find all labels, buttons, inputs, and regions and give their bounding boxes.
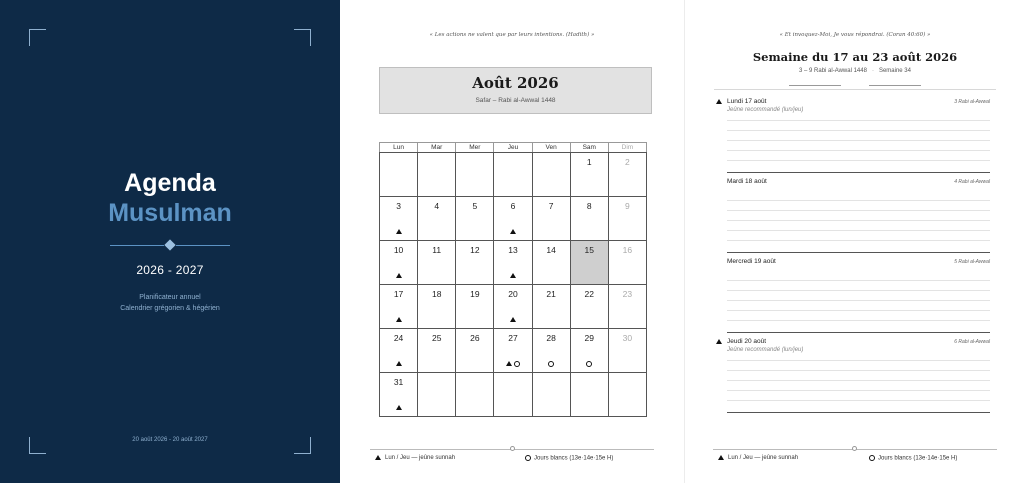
footer-dot <box>510 446 515 451</box>
calendar-day-cell[interactable] <box>494 285 532 329</box>
calendar-day-cell[interactable] <box>494 241 532 285</box>
month-title: Août 2026 <box>472 74 559 92</box>
calendar-empty-cell <box>380 153 418 197</box>
day-number: 1 <box>586 157 592 167</box>
circle-icon <box>586 361 592 367</box>
day-number: 8 <box>586 201 592 211</box>
writing-line[interactable] <box>727 280 990 281</box>
writing-line[interactable] <box>727 150 990 151</box>
calendar-day-cell[interactable] <box>456 241 494 285</box>
writing-line[interactable] <box>727 370 990 371</box>
calendar-day-cell[interactable] <box>380 241 418 285</box>
circle-icon <box>869 455 875 461</box>
day-name: Lundi 17 août <box>727 98 767 105</box>
day-number: 9 <box>625 201 630 211</box>
calendar-day-cell[interactable] <box>380 285 418 329</box>
day-markers <box>494 229 531 235</box>
calendar-day-cell[interactable] <box>456 197 494 241</box>
corner-ornament <box>294 29 311 46</box>
calendar-day-cell[interactable] <box>494 329 532 373</box>
writing-line[interactable] <box>727 140 990 141</box>
day-number: 22 <box>584 289 594 299</box>
calendar-empty-cell <box>456 153 494 197</box>
day-hijri-date: 6 Rabi al-Awwal <box>954 339 990 345</box>
day-number: 26 <box>470 333 480 343</box>
calendar-day-cell[interactable] <box>418 241 456 285</box>
footer-dot <box>852 446 857 451</box>
weekday-label: Mer <box>456 143 494 152</box>
triangle-icon <box>396 405 402 410</box>
day-markers <box>571 361 608 368</box>
day-number: 15 <box>584 245 594 255</box>
day-number: 30 <box>622 333 633 343</box>
writing-line[interactable] <box>727 210 990 211</box>
cover-subtitle: Calendrier grégorien & hégérien <box>120 305 220 312</box>
day-hijri-date: 3 Rabi al-Awwal <box>954 99 990 105</box>
divider-ornament <box>110 241 230 250</box>
day-markers <box>380 229 417 235</box>
day-number: 14 <box>546 245 556 255</box>
day-number: 12 <box>470 245 480 255</box>
writing-line[interactable] <box>727 240 990 241</box>
triangle-icon <box>506 361 512 366</box>
day-number: 4 <box>434 201 440 211</box>
day-number: 20 <box>508 289 518 299</box>
circle-icon <box>514 361 520 367</box>
day-number: 23 <box>622 289 633 299</box>
triangle-icon <box>716 99 722 104</box>
calendar-day-cell[interactable] <box>533 329 571 373</box>
writing-line[interactable] <box>727 390 990 391</box>
month-header <box>379 67 652 114</box>
day-markers <box>380 273 417 279</box>
legend-white-days: Jours blancs (13e·14e·15e H) <box>524 455 613 462</box>
calendar-day-cell[interactable] <box>609 285 647 329</box>
calendar-day-cell[interactable] <box>533 197 571 241</box>
calendar-empty-cell <box>533 373 571 417</box>
day-number: 18 <box>431 289 442 299</box>
day-markers <box>533 361 570 368</box>
weekday-label: Ven <box>533 143 571 152</box>
triangle-icon <box>396 229 402 234</box>
writing-line[interactable] <box>727 380 990 381</box>
writing-line[interactable] <box>727 130 990 131</box>
day-note: Jeûne recommandé (lun/jeu) <box>727 347 804 353</box>
calendar-day-cell[interactable] <box>609 197 647 241</box>
day-number: 10 <box>393 245 404 255</box>
day-note: Jeûne recommandé (lun/jeu) <box>727 107 804 113</box>
weekday-header <box>379 142 647 152</box>
day-separator <box>727 252 990 253</box>
calendar-day-cell[interactable] <box>456 285 494 329</box>
day-name: Jeudi 20 août <box>727 338 767 345</box>
calendar-day-cell[interactable] <box>533 241 571 285</box>
cover-date-range: 20 août 2026 - 20 août 2027 <box>132 437 208 443</box>
header-rule <box>714 89 996 90</box>
day-hijri-date: 5 Rabi al-Awwal <box>954 259 990 265</box>
day-markers <box>494 273 531 279</box>
weekday-label: Lun <box>380 143 418 152</box>
calendar-day-cell[interactable] <box>571 197 609 241</box>
month-calendar-grid <box>379 142 647 417</box>
calendar-day-cell[interactable] <box>609 241 647 285</box>
cover-subtitle: Planificateur annuel <box>139 294 201 301</box>
day-number: 21 <box>546 289 556 299</box>
calendar-empty-cell <box>571 373 609 417</box>
title-underline <box>869 85 921 86</box>
day-number: 29 <box>584 333 594 343</box>
day-block[interactable] <box>714 178 990 254</box>
calendar-day-cell[interactable] <box>571 153 609 197</box>
day-number: 11 <box>432 245 442 255</box>
day-block[interactable] <box>714 338 990 414</box>
month-quote: « Les actions ne valent que par leurs intentions. (Hadith) » <box>429 32 595 38</box>
legend-white-days: Jours blancs (13e·14e·15e H) <box>868 455 957 462</box>
corner-ornament <box>29 29 46 46</box>
writing-line[interactable] <box>727 300 990 301</box>
triangle-icon <box>375 455 381 460</box>
day-number: 17 <box>393 289 404 299</box>
week-title: Semaine du 17 au 23 août 2026 <box>752 50 958 64</box>
day-number: 24 <box>393 333 404 343</box>
day-markers <box>380 405 417 411</box>
weekday-label: Dim <box>609 143 647 152</box>
calendar-day-cell[interactable] <box>571 329 609 373</box>
weekday-label: Jeu <box>494 143 532 152</box>
calendar-empty-cell <box>418 153 456 197</box>
day-separator <box>727 172 990 173</box>
title-underline <box>789 85 841 86</box>
day-number: 5 <box>472 201 478 211</box>
triangle-icon <box>396 317 402 322</box>
calendar-cells <box>379 152 647 417</box>
triangle-icon <box>718 455 724 460</box>
weekday-label: Sam <box>571 143 609 152</box>
writing-line[interactable] <box>727 120 990 121</box>
triangle-icon <box>510 317 516 322</box>
triangle-icon <box>716 339 722 344</box>
day-number: 7 <box>548 201 554 211</box>
cover-page <box>0 0 340 483</box>
month-hijri: Safar – Rabi al-Awwal 1448 <box>475 97 556 104</box>
triangle-icon <box>510 273 516 278</box>
calendar-empty-cell <box>609 373 647 417</box>
legend-fast: Lun / Jeu — jeûne sunnah <box>374 455 455 461</box>
writing-line[interactable] <box>727 230 990 231</box>
day-name: Mercredi 19 août <box>727 258 776 265</box>
calendar-day-cell[interactable] <box>380 373 418 417</box>
day-markers <box>380 361 417 367</box>
cover-years: 2026 - 2027 <box>136 263 204 277</box>
week-page <box>684 0 1024 483</box>
week-hijri-range: 3 – 9 Rabi al-Awwal 1448 <box>799 68 867 74</box>
writing-line[interactable] <box>727 290 990 291</box>
triangle-icon <box>396 273 402 278</box>
calendar-empty-cell <box>418 373 456 417</box>
day-separator <box>727 332 990 333</box>
day-markers <box>380 317 417 323</box>
day-separator <box>727 412 990 413</box>
week-quote: « Et invoquez-Moi, Je vous répondrai. (Coran 40:60) » <box>779 32 931 38</box>
triangle-icon <box>396 361 402 366</box>
calendar-empty-cell <box>456 373 494 417</box>
calendar-day-cell[interactable] <box>380 329 418 373</box>
writing-line[interactable] <box>727 220 990 221</box>
writing-line[interactable] <box>727 200 990 201</box>
day-number: 19 <box>470 289 480 299</box>
day-number: 6 <box>510 201 516 211</box>
cover-title: Agenda <box>124 169 216 197</box>
calendar-day-cell[interactable] <box>418 197 456 241</box>
calendar-day-cell[interactable] <box>571 241 609 285</box>
calendar-empty-cell <box>494 373 532 417</box>
calendar-day-cell[interactable] <box>418 285 456 329</box>
day-number: 31 <box>393 377 404 387</box>
cover-title-accent: Musulman <box>108 199 232 227</box>
week-subtitle: 3 – 9 Rabi al-Awwal 1448 · Semaine 34 <box>799 68 911 74</box>
day-number: 2 <box>625 157 630 167</box>
weekday-label: Mar <box>418 143 456 152</box>
day-number: 28 <box>546 333 556 343</box>
calendar-day-cell[interactable] <box>533 285 571 329</box>
calendar-empty-cell <box>494 153 532 197</box>
day-block[interactable] <box>714 98 990 174</box>
day-markers <box>494 317 531 323</box>
writing-line[interactable] <box>727 320 990 321</box>
legend-fast: Lun / Jeu — jeûne sunnah <box>717 455 798 461</box>
calendar-day-cell[interactable] <box>456 329 494 373</box>
day-markers <box>494 361 531 368</box>
calendar-day-cell[interactable] <box>380 197 418 241</box>
day-number: 27 <box>508 333 518 343</box>
day-number: 16 <box>622 245 633 255</box>
calendar-day-cell[interactable] <box>609 329 647 373</box>
writing-line[interactable] <box>727 160 990 161</box>
calendar-day-cell[interactable] <box>494 197 532 241</box>
day-hijri-date: 4 Rabi al-Awwal <box>954 179 990 185</box>
day-number: 25 <box>431 333 442 343</box>
week-number: Semaine 34 <box>878 68 911 74</box>
calendar-empty-cell <box>533 153 571 197</box>
diamond-icon <box>164 239 175 250</box>
day-name: Mardi 18 août <box>727 178 767 185</box>
circle-icon <box>525 455 531 461</box>
circle-icon <box>548 361 554 367</box>
calendar-day-cell[interactable] <box>418 329 456 373</box>
writing-line[interactable] <box>727 310 990 311</box>
day-block[interactable] <box>714 258 990 334</box>
day-number: 3 <box>396 201 401 211</box>
month-page <box>340 0 684 483</box>
calendar-day-cell[interactable] <box>609 153 647 197</box>
writing-line[interactable] <box>727 360 990 361</box>
triangle-icon <box>510 229 516 234</box>
calendar-day-cell[interactable] <box>571 285 609 329</box>
day-number: 13 <box>508 245 518 255</box>
writing-line[interactable] <box>727 400 990 401</box>
